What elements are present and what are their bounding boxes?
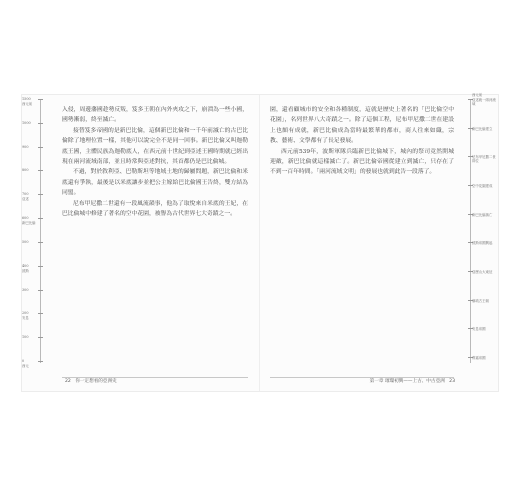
timeline-event-label: 亞歷山大東征 — [472, 270, 493, 274]
timeline-era-label: 亞述 — [22, 197, 29, 201]
paragraph: 入侵，周邊藩國趁勢反叛，笈多王朝在內外夾攻之下，崩潰為一些小國，國勢漸弱，終至滅亡。 — [62, 107, 248, 124]
paragraph: 接替笈多帝國的是新巴比倫，這個新巴比倫和一千年前滅亡的古巴比倫除了地理位置一樣，其他可以說完全不是同一回事。新巴比倫又叫迦勒底王國，主體民族為迦勒底人，在西元前十世紀到亞述王國時期就已經出現在兩河流域南部，並且時常與亞述對抗，其首都仍是巴比倫城。 — [62, 127, 248, 166]
timeline-event-label: 空中花園建成 — [472, 184, 493, 188]
timeline-era-label: 安息 — [22, 316, 29, 320]
timeline-year-label: 1500 — [22, 97, 31, 101]
timeline-tick — [38, 313, 43, 314]
timeline-event-label: 亞述統一兩河流域 — [472, 98, 496, 106]
right-footer — [370, 378, 458, 384]
timeline-year-label: 300 — [22, 288, 29, 292]
timeline-tick — [38, 361, 43, 362]
chapter-label: 第一章 — [369, 379, 384, 384]
timeline-axis — [40, 99, 41, 363]
timeline-tick — [38, 290, 43, 291]
timeline-event-label: 新巴比倫滅亡 — [472, 213, 493, 217]
timeline-tick — [38, 218, 43, 219]
paragraph: 園，還看顧城市的安全和各種制度，這就是歷史上著名的「巴比倫空中花園」，名列世界八大奇蹟之一。除了這個工程，尼布甲尼撒二世在建設上也頗有成就，新巴比倫成為當時最繁華的都市，商人往來如織，宗教、藝術、文學都有了長足發展。 — [270, 107, 454, 145]
timeline-year-label: 800 — [22, 168, 29, 172]
timeline-event-label: 安息帝國 — [472, 327, 486, 331]
right-page — [260, 95, 498, 391]
timeline-tick — [38, 266, 43, 267]
chapter-title: 璀璨初興——上古、中古亞洲 — [384, 379, 445, 384]
left-timeline — [22, 97, 54, 368]
timeline-tick — [38, 337, 43, 338]
timeline-year-label: 1000 — [22, 121, 31, 125]
left-footer — [62, 378, 117, 384]
timeline-era-label: 西元前 — [472, 93, 483, 97]
timeline-tick — [38, 99, 43, 100]
timeline-era-label: 新巴比倫 — [22, 221, 36, 225]
timeline-tick — [38, 147, 43, 148]
timeline-axis — [470, 99, 471, 363]
book-spread — [22, 95, 498, 391]
timeline-event-label: 尼布甲尼撒二世即位 — [472, 155, 496, 163]
timeline-event-label: 塞琉古王朝 — [472, 299, 489, 303]
paragraph: 不過，對於敘利亞、巴勒斯坦等地域土地的歸屬問題，新巴比倫和米底還有爭執，最後是以米底讓步並把公主嫁給巴比倫國王告終，雙方結為同盟。 — [62, 169, 248, 197]
timeline-year-label: 700 — [22, 192, 29, 196]
timeline-year-label: 100 — [22, 335, 29, 339]
timeline-event-label: 新巴比倫建立 — [472, 127, 493, 131]
timeline-event-label: 貴霜帝國 — [472, 356, 486, 360]
left-body-text — [62, 105, 248, 219]
timeline-era-label: 波斯 — [22, 269, 29, 273]
timeline-tick — [38, 242, 43, 243]
right-body-text — [270, 105, 454, 178]
timeline-year-label: 900 — [22, 145, 29, 149]
paragraph: 尼布甲尼撒二世還有一段風流韻事，他為了取悅來自米底的王妃，在巴比倫城中修建了著名的空中花園，被譽為古代世界七大奇蹟之一。 — [62, 200, 248, 218]
timeline-year-label: 400 — [22, 264, 29, 268]
timeline-year-label: 500 — [22, 240, 29, 244]
timeline-tick — [38, 170, 43, 171]
timeline-era-label: 西元 — [22, 364, 29, 368]
timeline-tick — [38, 194, 43, 195]
timeline-tick — [38, 123, 43, 124]
timeline-era-label: 西元前 — [22, 102, 33, 106]
timeline-year-label: 600 — [22, 216, 29, 220]
page-number: 23 — [449, 379, 455, 384]
left-page — [22, 95, 260, 391]
timeline-year-label: 200 — [22, 311, 29, 315]
page-number: 22 — [65, 379, 71, 384]
timeline-event-label: 波斯帝國興起 — [472, 241, 493, 245]
paragraph: 西元前539年，波斯軍隊兵臨新巴比倫城下，城內的祭司竟然開城迎敵，新巴比倫就這樣滅亡了。新巴比倫帝國從建立到滅亡，只存在了不到一百年時間。「兩河流域文明」的發展也就到此告一段落了。 — [270, 148, 454, 176]
book-title: 你一定想看的亞洲史 — [75, 379, 117, 384]
timeline-year-label: 0 — [22, 359, 25, 363]
right-timeline — [462, 93, 498, 363]
